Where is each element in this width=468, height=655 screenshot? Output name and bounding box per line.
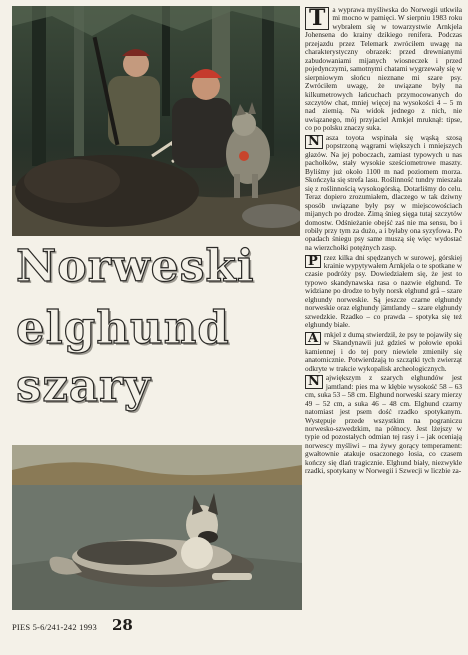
dropcap-4: A bbox=[305, 332, 321, 346]
paragraph-1 bbox=[305, 6, 462, 133]
paragraph-3 bbox=[305, 254, 462, 330]
paragraph-4 bbox=[305, 331, 462, 373]
dropcap-1: T bbox=[305, 7, 329, 30]
paragraph-5 bbox=[305, 374, 462, 475]
paragraph-1-text: a wyprawa myśliwska do Norwegii utkwiła mi mocno w pamięci. W sierpniu 1983 roku wybrałem się w towarzystwie Arnkjela Johensena do krainy dzikiego renifera. Podczas przejazdu przez Telemark zwróciłem uwagę na charakterystyczny obrazek: przed drewnianymi zabudowaniami mijanych wiosneczek i przed pojedynczymi, samotnymi chatami wygrzewały się w sierpniowym słońcu nieznane mi szare psy. Zwróciłem uwagę, że uwiązane były na kilkumetrowych łańcuchach przymocowanych do szczytów chat, mniej więcej na wysokości 4 – 5 m nad ziemią. Na widok jednego z nich, nie uwiązanego, mój przyjaciel Arnkjel mruknął: tipse, co po polsku znaczy suka. bbox=[305, 6, 462, 133]
title-line-1: Norweski bbox=[16, 241, 255, 292]
paragraph-2-text: asza toyota wspinała się wąską szosą popstrzoną wągrami większych i mniejszych głazów. Na jej poboczach, zamiast typowych u nas pachołków, stały wysokie sześciometrowe maszty. Byliśmy już około 1100 m nad poziomem morza. Skończyła się strefa lasu. Roślinność tundry mieszała się z roślinnością wysokogórską. Dotarliśmy do celu. Teraz dopiero zrozumiałem, dlaczego w tak dziwny sposób uwiązane były psy w miejscowościach mijanych po drodze. Zimą śnieg sięga tutaj szczytów domostw. Odśnieżanie obejść zaś nie ma sensu, bo i robiły przy tym za dużo, a i byłaby ona syzyfowa. Po opadach śniegu psy same muszą się więc wydostać na wierzchołki potężnych zasp. bbox=[305, 132, 462, 252]
magazine-footer: PIES 5-6/241-242 1993 bbox=[12, 622, 97, 632]
title-line-3: szary bbox=[16, 359, 151, 412]
paragraph-4-text: rnkjel z dumą stwierdził, że psy te pojawiły się w Skandynawii już gdzieś w połowie epoki kamiennej i do tej pory niewiele zmieniły się anatomicznie. Potwierdzają to szczątki tych zwierząt odkryte w trakcie wykopalisk archeologicznych. bbox=[305, 329, 462, 373]
elkhound-photo bbox=[12, 445, 302, 610]
dropcap-3: P bbox=[305, 255, 321, 269]
dropcap-5: N bbox=[305, 375, 323, 389]
paragraph-3-text: rzez kilka dni spędzanych w surowej, górskiej krainie wypytywałem Arnkjela o te spotkane w czasie podróży psy. Dowiedziałem się, że jest to typowo skandynawska rasa o nazwie elghund. Te widziane po drodze to były norsk elghund grå – szare elghundy norweskie. Są jeszcze czarne elghundy norweskie oraz elghundy jämtlandy – szare elghundy szwedzkie. Rzadko – co prawda – spotyka się też elghundy białe. bbox=[305, 252, 462, 330]
hunters-photo bbox=[12, 6, 300, 236]
title-line-2: elghund bbox=[16, 301, 230, 354]
elkhound-photo-image bbox=[12, 445, 302, 610]
paragraph-2 bbox=[305, 134, 462, 252]
paragraph-5-text: ajwiększym z szarych elghundów jest jamtland: pies ma w kłębie wysokość 58 – 63 cm, suka 53 – 58 cm. Elghund norweski szary mierzy 49 – 52 cm, a suka 46 – 48 cm. Elghund czarny natomiast jest psem dość rzadko spotykanym. Występuje przede wszystkim na pograniczu norwesko-szwedzkim, na północy. Jest lżejszy w typie od pozostałych odmian tej rasy i – jak oceniają norwescy myśliwi – ma żywy gorący temperament: gwałtownie atakuje osaczonego łosia, co czasem kończy się dlań tragicznie. Elghund biały, niezwykle rzadki, spotykany w Norwegii i Szwecji w liczbie za- bbox=[305, 373, 462, 476]
hunters-photo-image bbox=[12, 6, 300, 236]
article-body bbox=[305, 6, 462, 612]
page-number: 28 bbox=[112, 616, 133, 634]
dropcap-2: N bbox=[305, 135, 323, 149]
